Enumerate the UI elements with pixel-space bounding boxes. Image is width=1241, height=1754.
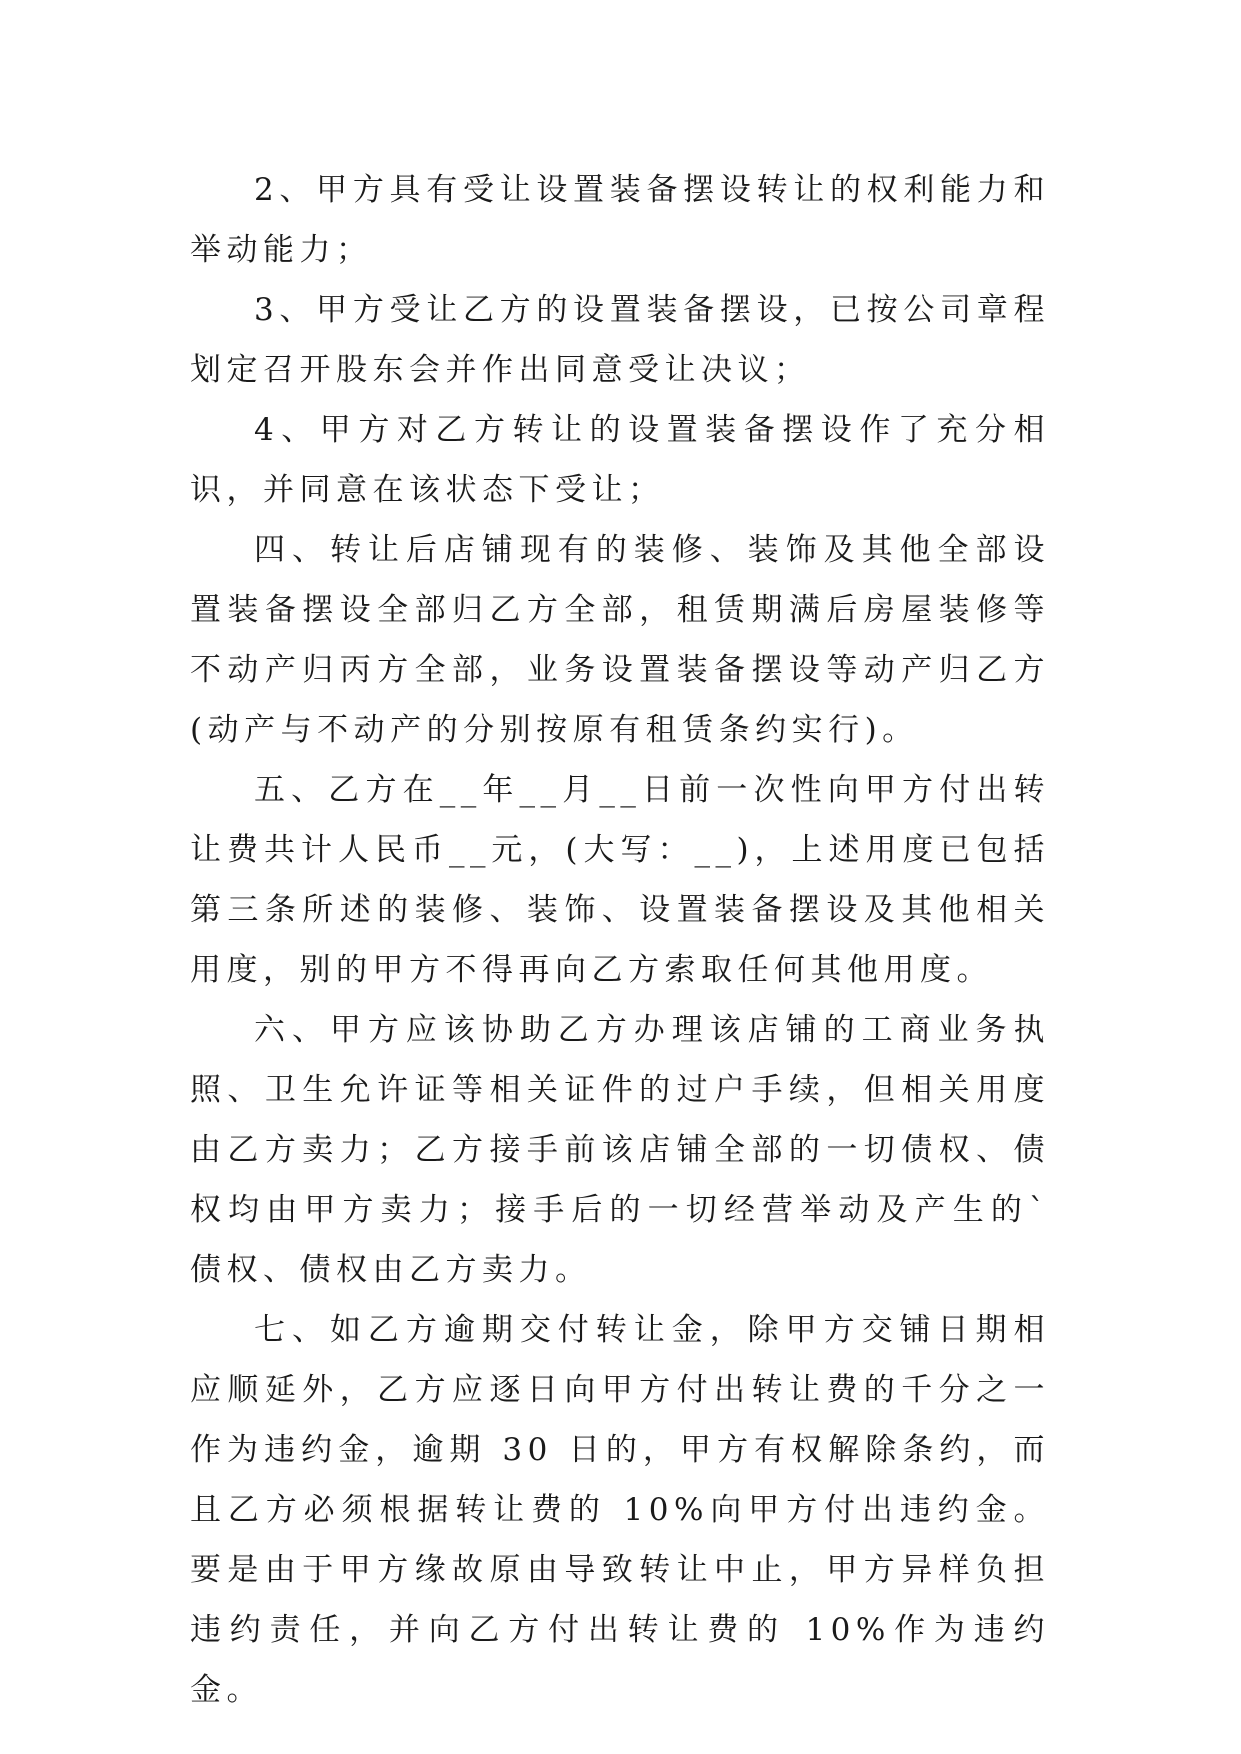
paragraph-article-4: 四、转让后店铺现有的装修、装饰及其他全部设置装备摆设全部归乙方全部，租赁期满后房屋装修等不动产归丙方全部，业务设置装备摆设等动产归乙方(动产与不动产的分别按原有租赁条约实行)。 bbox=[190, 532, 1050, 748]
paragraph-clause-3: 3、甲方受让乙方的设置装备摆设，已按公司章程划定召开股东会并作出同意受让决议； bbox=[190, 292, 1050, 388]
paragraph-clause-2: 2、甲方具有受让设置装备摆设转让的权利能力和举动能力； bbox=[190, 172, 1050, 268]
paragraph-article-6: 六、甲方应该协助乙方办理该店铺的工商业务执照、卫生允许证等相关证件的过户手续，但相关用度由乙方卖力；乙方接手前该店铺全部的一切债权、债权均由甲方卖力；接手后的一切经营举动及产生的`债权、债权由乙方卖力。 bbox=[190, 1012, 1050, 1288]
document-body bbox=[190, 160, 1050, 1720]
paragraph-clause-4: 4、甲方对乙方转让的设置装备摆设作了充分相识，并同意在该状态下受让； bbox=[190, 412, 1050, 508]
paragraph-article-5: 五、乙方在__年__月__日前一次性向甲方付出转让费共计人民币__元，(大写：__)，上述用度已包括第三条所述的装修、装饰、设置装备摆设及其他相关用度，别的甲方不得再向乙方索取任何其他用度。 bbox=[190, 772, 1050, 988]
paragraph-article-7: 七、如乙方逾期交付转让金，除甲方交铺日期相应顺延外，乙方应逐日向甲方付出转让费的千分之一作为违约金，逾期 30 日的，甲方有权解除条约，而且乙方必须根据转让费的 10%向甲方付出违约金。要是由于甲方缘故原由导致转让中止，甲方异样负担违约责任，并向乙方付出转让费的 10%作为违约金。 bbox=[190, 1312, 1050, 1708]
